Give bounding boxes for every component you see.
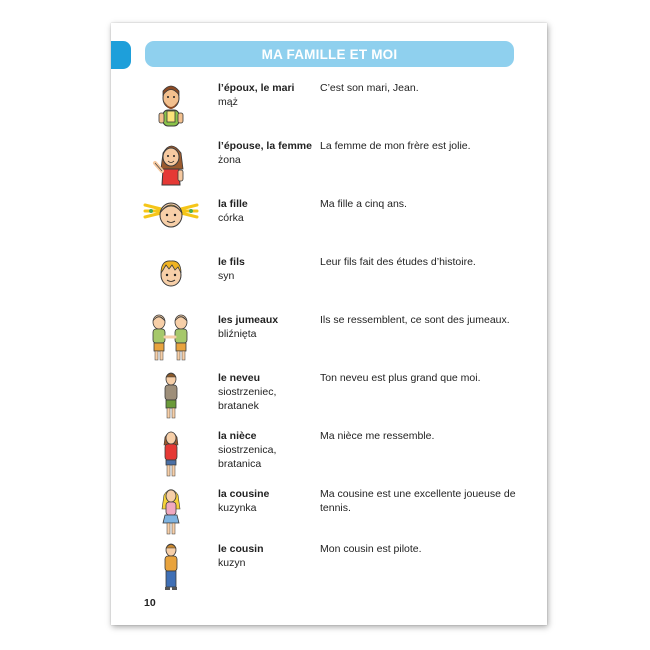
polish-translation: siostrzenica, (218, 444, 277, 456)
example-sentence: C’est son mari, Jean. (320, 82, 419, 94)
word-pair (218, 139, 318, 167)
polish-translation: syn (218, 270, 235, 282)
french-word: l’époux, le mari (218, 82, 295, 94)
french-word: l’épouse, la femme (218, 140, 312, 152)
word-pair (218, 487, 318, 515)
french-word: le neveu (218, 372, 261, 384)
polish-translation: córka (218, 212, 244, 224)
word-pair (218, 81, 318, 109)
polish-translation: mąż (218, 96, 238, 108)
daughter-icon (139, 197, 199, 247)
example-sentence: La femme de mon frère est jolie. (320, 140, 471, 152)
french-word: le fils (218, 256, 245, 268)
workbook-page (111, 23, 547, 625)
nephew-icon (139, 371, 199, 421)
french-word: la fille (218, 198, 248, 210)
example-sentence: Leur fils fait des études d’histoire. (320, 256, 476, 268)
wife-icon (139, 139, 199, 189)
husband-icon (139, 81, 199, 131)
polish-translation: kuzyn (218, 557, 246, 569)
french-word: la nièce (218, 430, 257, 442)
example-sentence: Ton neveu est plus grand que moi. (320, 372, 481, 384)
example-sentence: Ma cousine est une excellente joueuse de tennis. (320, 488, 516, 514)
example-sentence: Ma nièce me ressemble. (320, 430, 435, 442)
twins-icon (139, 313, 199, 363)
section-title: MA FAMILLE ET MOI (261, 46, 398, 62)
male-cousin-icon (139, 542, 199, 592)
word-pair (218, 197, 318, 225)
example-sentence: Ma fille a cinq ans. (320, 198, 407, 210)
female-cousin-icon (139, 487, 199, 537)
word-pair (218, 371, 318, 413)
chapter-tab (111, 41, 131, 69)
word-pair (218, 255, 318, 283)
polish-translation: żona (218, 154, 241, 166)
french-word: le cousin (218, 543, 264, 555)
page-number: 10 (144, 597, 156, 609)
example-sentence: Ils se ressemblent, ce sont des jumeaux. (320, 314, 510, 326)
son-icon (139, 255, 199, 305)
french-word: la cousine (218, 488, 270, 500)
word-pair (218, 313, 318, 341)
polish-translation: bratanek (218, 400, 259, 412)
polish-translation: bliźnięta (218, 328, 257, 340)
polish-translation: kuzynka (218, 502, 257, 514)
polish-translation: bratanica (218, 458, 262, 470)
section-header (145, 41, 514, 67)
french-word: les jumeaux (218, 314, 279, 326)
word-pair (218, 542, 318, 570)
example-sentence: Mon cousin est pilote. (320, 543, 422, 555)
word-pair (218, 429, 318, 471)
polish-translation: siostrzeniec, (218, 386, 277, 398)
niece-icon (139, 429, 199, 479)
